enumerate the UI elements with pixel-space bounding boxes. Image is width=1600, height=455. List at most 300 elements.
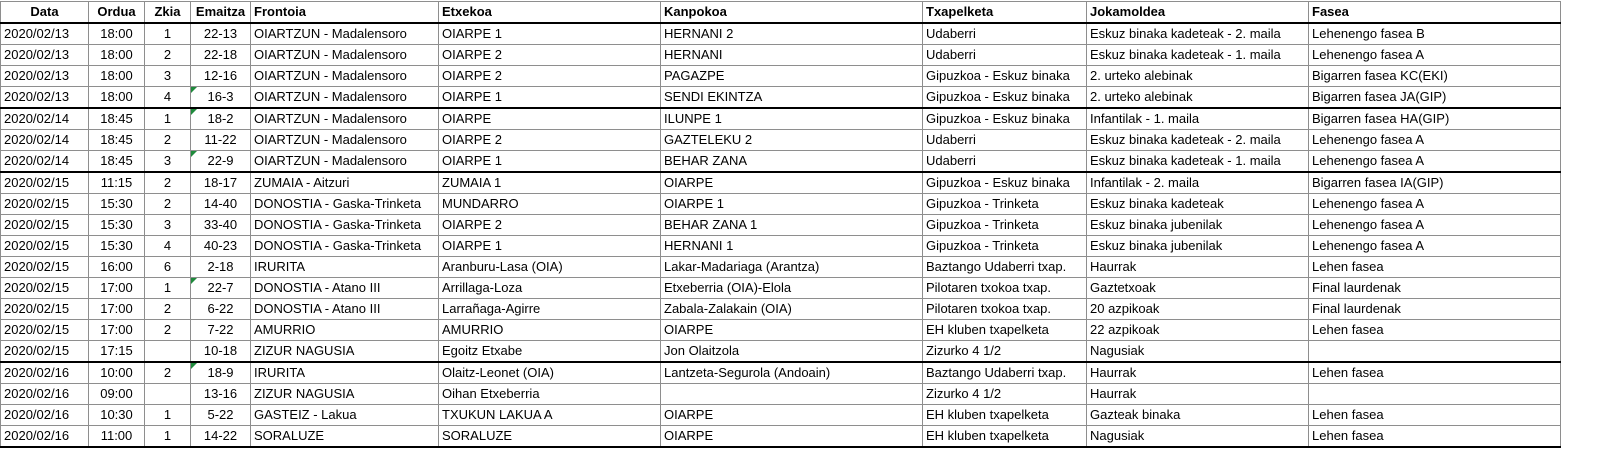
cell-text: 2020/02/13 <box>4 68 70 83</box>
table-row <box>1 45 1561 66</box>
cell-venue[interactable] <box>251 108 439 130</box>
cell-number[interactable] <box>145 87 191 109</box>
cell-text: 22-13 <box>203 26 238 41</box>
cell-date[interactable] <box>1 278 89 299</box>
cell-text: Zizurko 4 1/2 <box>926 386 1002 401</box>
column-header-time[interactable]: Ordua <box>89 2 145 24</box>
cell-text: Arrillaga-Loza <box>442 280 523 295</box>
cell-score[interactable] <box>191 320 251 341</box>
cell-text: 18:45 <box>100 132 133 147</box>
cell-text: 14-22 <box>203 428 238 443</box>
cell-text: ZUMAIA 1 <box>442 175 502 190</box>
cell-championship[interactable] <box>923 130 1087 151</box>
cell-venue[interactable] <box>251 426 439 448</box>
cell-date[interactable] <box>1 320 89 341</box>
cell-score[interactable] <box>191 278 251 299</box>
cell-text: Lehenengo fasea B <box>1312 26 1425 41</box>
table-row <box>1 130 1561 151</box>
cell-text: 18:00 <box>100 68 133 83</box>
cell-text: 22-7 <box>207 280 234 295</box>
cell-date[interactable] <box>1 151 89 173</box>
cell-category[interactable] <box>1087 172 1309 194</box>
cell-away[interactable] <box>661 299 923 320</box>
cell-number[interactable] <box>145 405 191 426</box>
cell-text: 11-22 <box>204 132 237 147</box>
cell-phase[interactable] <box>1309 362 1561 384</box>
cell-home[interactable] <box>439 341 661 363</box>
cell-away[interactable] <box>661 194 923 215</box>
cell-text: Pilotaren txokoa txap. <box>926 280 1052 295</box>
cell-away[interactable] <box>661 341 923 363</box>
cell-text: Egoitz Etxabe <box>442 343 523 358</box>
cell-championship[interactable] <box>923 362 1087 384</box>
cell-phase[interactable] <box>1309 320 1561 341</box>
cell-number[interactable] <box>145 426 191 448</box>
cell-text: 17:15 <box>100 343 133 358</box>
cell-score[interactable] <box>191 45 251 66</box>
cell-category[interactable] <box>1087 278 1309 299</box>
cell-score[interactable] <box>191 172 251 194</box>
cell-home[interactable] <box>439 320 661 341</box>
cell-championship[interactable] <box>923 236 1087 257</box>
cell-championship[interactable] <box>923 151 1087 173</box>
cell-text: Oihan Etxeberria <box>442 386 540 401</box>
cell-home[interactable] <box>439 23 661 45</box>
cell-category[interactable] <box>1087 66 1309 87</box>
cell-phase[interactable] <box>1309 66 1561 87</box>
cell-phase[interactable] <box>1309 278 1561 299</box>
cell-text: Eskuz binaka jubenilak <box>1090 238 1223 253</box>
cell-score[interactable] <box>191 236 251 257</box>
cell-away[interactable] <box>661 172 923 194</box>
cell-championship[interactable] <box>923 405 1087 426</box>
cell-text: 6 <box>163 259 172 274</box>
cell-text: 2020/02/14 <box>4 153 70 168</box>
cell-text: ZIZUR NAGUSIA <box>254 386 355 401</box>
cell-time[interactable] <box>89 87 145 109</box>
cell-text: 2. urteko alebinak <box>1090 68 1193 83</box>
cell-venue[interactable] <box>251 257 439 278</box>
cell-venue[interactable] <box>251 151 439 173</box>
cell-text: OIARPE <box>664 322 714 337</box>
cell-text: OIARPE 2 <box>442 47 502 62</box>
cell-text: 2020/02/13 <box>4 26 70 41</box>
cell-category[interactable] <box>1087 405 1309 426</box>
cell-phase[interactable] <box>1309 172 1561 194</box>
cell-phase[interactable] <box>1309 236 1561 257</box>
cell-text: Lehenengo fasea A <box>1312 238 1425 253</box>
cell-text: Eskuz binaka kadeteak - 1. maila <box>1090 153 1281 168</box>
cell-category[interactable] <box>1087 108 1309 130</box>
cell-championship[interactable] <box>923 108 1087 130</box>
cell-score[interactable] <box>191 151 251 173</box>
cell-text: 2020/02/15 <box>4 343 70 358</box>
cell-score[interactable] <box>191 405 251 426</box>
cell-venue[interactable] <box>251 236 439 257</box>
cell-away[interactable] <box>661 320 923 341</box>
cell-score[interactable] <box>191 426 251 448</box>
cell-category[interactable] <box>1087 23 1309 45</box>
cell-category[interactable] <box>1087 87 1309 109</box>
cell-text: OIARTZUN - Madalensoro <box>254 153 407 168</box>
cell-date[interactable] <box>1 236 89 257</box>
column-header-home[interactable]: Etxekoa <box>439 2 661 24</box>
cell-venue[interactable] <box>251 130 439 151</box>
cell-venue[interactable] <box>251 341 439 363</box>
cell-score[interactable] <box>191 362 251 384</box>
cell-time[interactable] <box>89 426 145 448</box>
cell-time[interactable] <box>89 45 145 66</box>
cell-category[interactable] <box>1087 341 1309 363</box>
cell-number[interactable] <box>145 278 191 299</box>
cell-category[interactable] <box>1087 362 1309 384</box>
cell-text: ILUNPE 1 <box>664 111 722 126</box>
cell-phase[interactable] <box>1309 23 1561 45</box>
cell-phase[interactable] <box>1309 108 1561 130</box>
cell-championship[interactable] <box>923 341 1087 363</box>
cell-time[interactable] <box>89 341 145 363</box>
cell-score[interactable] <box>191 194 251 215</box>
cell-home[interactable] <box>439 194 661 215</box>
cell-date[interactable] <box>1 257 89 278</box>
cell-time[interactable] <box>89 384 145 405</box>
cell-home[interactable] <box>439 278 661 299</box>
cell-venue[interactable] <box>251 66 439 87</box>
cell-phase[interactable] <box>1309 45 1561 66</box>
cell-home[interactable] <box>439 236 661 257</box>
cell-away[interactable] <box>661 130 923 151</box>
cell-championship[interactable] <box>923 426 1087 448</box>
cell-away[interactable] <box>661 384 923 405</box>
cell-text: Aranburu-Lasa (OIA) <box>442 259 563 274</box>
cell-text: Eskuz binaka kadeteak - 1. maila <box>1090 47 1281 62</box>
cell-championship[interactable] <box>923 172 1087 194</box>
cell-time[interactable] <box>89 172 145 194</box>
cell-time[interactable] <box>89 299 145 320</box>
table-row <box>1 405 1561 426</box>
cell-text: 22 azpikoak <box>1090 322 1160 337</box>
cell-championship[interactable] <box>923 299 1087 320</box>
cell-text: OIARPE 1 <box>442 26 502 41</box>
cell-venue[interactable] <box>251 320 439 341</box>
cell-date[interactable] <box>1 426 89 448</box>
cell-time[interactable] <box>89 194 145 215</box>
cell-category[interactable] <box>1087 194 1309 215</box>
cell-phase[interactable] <box>1309 405 1561 426</box>
cell-date[interactable] <box>1 66 89 87</box>
column-header-date[interactable]: Data <box>1 2 89 24</box>
cell-phase[interactable] <box>1309 87 1561 109</box>
table-row <box>1 426 1561 448</box>
cell-date[interactable] <box>1 194 89 215</box>
cell-text: 2020/02/16 <box>4 428 70 443</box>
cell-time[interactable] <box>89 320 145 341</box>
cell-away[interactable] <box>661 45 923 66</box>
cell-venue[interactable] <box>251 23 439 45</box>
cell-championship[interactable] <box>923 257 1087 278</box>
cell-number[interactable] <box>145 172 191 194</box>
cell-category[interactable] <box>1087 384 1309 405</box>
cell-text: OIARTZUN - Madalensoro <box>254 68 407 83</box>
cell-score[interactable] <box>191 23 251 45</box>
table-row <box>1 87 1561 109</box>
cell-away[interactable] <box>661 257 923 278</box>
cell-text: 16-3 <box>207 89 234 104</box>
cell-category[interactable] <box>1087 215 1309 236</box>
cell-championship[interactable] <box>923 45 1087 66</box>
cell-number[interactable] <box>145 23 191 45</box>
cell-number[interactable] <box>145 257 191 278</box>
cell-time[interactable] <box>89 278 145 299</box>
cell-time[interactable] <box>89 23 145 45</box>
cell-time[interactable] <box>89 151 145 173</box>
cell-championship[interactable] <box>923 87 1087 109</box>
cell-category[interactable] <box>1087 320 1309 341</box>
cell-text: Eskuz binaka jubenilak <box>1090 217 1223 232</box>
cell-text: SORALUZE <box>254 428 325 443</box>
cell-home[interactable] <box>439 362 661 384</box>
cell-score[interactable] <box>191 299 251 320</box>
cell-number[interactable] <box>145 108 191 130</box>
cell-text: HERNANI 1 <box>664 238 734 253</box>
cell-number[interactable] <box>145 320 191 341</box>
column-header-championship[interactable]: Txapelketa <box>923 2 1087 24</box>
cell-text: BEHAR ZANA 1 <box>664 217 758 232</box>
cell-text: 18:00 <box>100 47 133 62</box>
comment-indicator-icon <box>191 278 197 284</box>
cell-date[interactable] <box>1 384 89 405</box>
cell-away[interactable] <box>661 66 923 87</box>
cell-date[interactable] <box>1 45 89 66</box>
cell-text: Haurrak <box>1090 386 1137 401</box>
cell-away[interactable] <box>661 87 923 109</box>
cell-away[interactable] <box>661 215 923 236</box>
cell-score[interactable] <box>191 257 251 278</box>
cell-away[interactable] <box>661 405 923 426</box>
cell-score[interactable] <box>191 215 251 236</box>
cell-venue[interactable] <box>251 194 439 215</box>
cell-score[interactable] <box>191 384 251 405</box>
cell-phase[interactable] <box>1309 194 1561 215</box>
cell-text: 18-17 <box>203 175 238 190</box>
cell-phase[interactable] <box>1309 215 1561 236</box>
cell-number[interactable] <box>145 45 191 66</box>
cell-venue[interactable] <box>251 215 439 236</box>
cell-date[interactable] <box>1 108 89 130</box>
cell-text: 7-22 <box>207 322 234 337</box>
cell-championship[interactable] <box>923 320 1087 341</box>
cell-time[interactable] <box>89 236 145 257</box>
cell-text: 1 <box>163 26 172 41</box>
cell-home[interactable] <box>439 108 661 130</box>
cell-text: MUNDARRO <box>442 196 519 211</box>
cell-time[interactable] <box>89 362 145 384</box>
cell-venue[interactable] <box>251 384 439 405</box>
cell-number[interactable] <box>145 362 191 384</box>
cell-text: ZUMAIA - Aitzuri <box>254 175 350 190</box>
cell-phase[interactable] <box>1309 426 1561 448</box>
cell-number[interactable] <box>145 341 191 363</box>
cell-text: 16:00 <box>100 259 133 274</box>
column-header-score[interactable]: Emaitza <box>191 2 251 24</box>
cell-away[interactable] <box>661 151 923 173</box>
table-row <box>1 108 1561 130</box>
cell-category[interactable] <box>1087 426 1309 448</box>
cell-date[interactable] <box>1 87 89 109</box>
cell-category[interactable] <box>1087 151 1309 173</box>
cell-text: 2 <box>163 47 172 62</box>
table-row <box>1 341 1561 363</box>
cell-venue[interactable] <box>251 278 439 299</box>
column-header-away[interactable]: Kanpokoa <box>661 2 923 24</box>
cell-text: 17:00 <box>100 280 133 295</box>
cell-score[interactable] <box>191 108 251 130</box>
cell-venue[interactable] <box>251 45 439 66</box>
cell-championship[interactable] <box>923 278 1087 299</box>
cell-championship[interactable] <box>923 215 1087 236</box>
cell-text: 2 <box>163 175 172 190</box>
cell-home[interactable] <box>439 299 661 320</box>
cell-time[interactable] <box>89 66 145 87</box>
cell-score[interactable] <box>191 341 251 363</box>
cell-text: 2020/02/15 <box>4 301 70 316</box>
cell-home[interactable] <box>439 172 661 194</box>
cell-text: Final laurdenak <box>1312 301 1401 316</box>
cell-date[interactable] <box>1 130 89 151</box>
cell-phase[interactable] <box>1309 151 1561 173</box>
cell-number[interactable] <box>145 151 191 173</box>
cell-text: Gipuzkoa - Trinketa <box>926 238 1039 253</box>
column-header-number[interactable]: Zkia <box>145 2 191 24</box>
cell-text: Jon Olaitzola <box>664 343 740 358</box>
cell-home[interactable] <box>439 426 661 448</box>
cell-home[interactable] <box>439 215 661 236</box>
cell-date[interactable] <box>1 341 89 363</box>
cell-text: 2. urteko alebinak <box>1090 89 1193 104</box>
cell-text: Lehen fasea <box>1312 322 1384 337</box>
cell-date[interactable] <box>1 362 89 384</box>
cell-number[interactable] <box>145 299 191 320</box>
cell-championship[interactable] <box>923 384 1087 405</box>
column-header-venue[interactable]: Frontoia <box>251 2 439 24</box>
cell-phase[interactable] <box>1309 257 1561 278</box>
cell-championship[interactable] <box>923 23 1087 45</box>
cell-text: OIARTZUN - Madalensoro <box>254 89 407 104</box>
table-row <box>1 194 1561 215</box>
cell-text: Eskuz binaka kadeteak - 2. maila <box>1090 26 1281 41</box>
cell-time[interactable] <box>89 130 145 151</box>
cell-category[interactable] <box>1087 236 1309 257</box>
cell-text: Baztango Udaberri txap. <box>926 365 1067 380</box>
cell-text: DONOSTIA - Atano III <box>254 280 381 295</box>
cell-text: SORALUZE <box>442 428 513 443</box>
cell-championship[interactable] <box>923 194 1087 215</box>
cell-number[interactable] <box>145 236 191 257</box>
cell-number[interactable] <box>145 384 191 405</box>
cell-text: OIARTZUN - Madalensoro <box>254 111 407 126</box>
cell-date[interactable] <box>1 172 89 194</box>
cell-phase[interactable] <box>1309 299 1561 320</box>
cell-away[interactable] <box>661 23 923 45</box>
cell-time[interactable] <box>89 257 145 278</box>
cell-category[interactable] <box>1087 130 1309 151</box>
cell-text: 18-2 <box>207 111 234 126</box>
cell-date[interactable] <box>1 23 89 45</box>
cell-score[interactable] <box>191 87 251 109</box>
cell-phase[interactable] <box>1309 384 1561 405</box>
cell-home[interactable] <box>439 405 661 426</box>
cell-text: Lehenengo fasea A <box>1312 47 1425 62</box>
cell-number[interactable] <box>145 215 191 236</box>
cell-text: 18:00 <box>100 89 133 104</box>
cell-venue[interactable] <box>251 362 439 384</box>
cell-away[interactable] <box>661 426 923 448</box>
cell-number[interactable] <box>145 194 191 215</box>
cell-date[interactable] <box>1 405 89 426</box>
cell-championship[interactable] <box>923 66 1087 87</box>
cell-text: Gipuzkoa - Eskuz binaka <box>926 111 1070 126</box>
cell-venue[interactable] <box>251 405 439 426</box>
cell-text: Larrañaga-Agirre <box>442 301 541 316</box>
cell-home[interactable] <box>439 130 661 151</box>
cell-text: AMURRIO <box>254 322 316 337</box>
table-row <box>1 23 1561 45</box>
cell-date[interactable] <box>1 215 89 236</box>
cell-venue[interactable] <box>251 299 439 320</box>
cell-venue[interactable] <box>251 172 439 194</box>
cell-text: 5-22 <box>207 407 234 422</box>
cell-number[interactable] <box>145 66 191 87</box>
comment-indicator-icon <box>191 87 197 93</box>
cell-home[interactable] <box>439 45 661 66</box>
cell-text: ZIZUR NAGUSIA <box>254 343 355 358</box>
cell-venue[interactable] <box>251 87 439 109</box>
cell-home[interactable] <box>439 66 661 87</box>
cell-text: GASTEIZ - Lakua <box>254 407 357 422</box>
cell-score[interactable] <box>191 130 251 151</box>
cell-category[interactable] <box>1087 45 1309 66</box>
cell-text: TXUKUN LAKUA A <box>442 407 553 422</box>
cell-phase[interactable] <box>1309 130 1561 151</box>
cell-date[interactable] <box>1 299 89 320</box>
cell-score[interactable] <box>191 66 251 87</box>
cell-phase[interactable] <box>1309 341 1561 363</box>
cell-home[interactable] <box>439 151 661 173</box>
cell-time[interactable] <box>89 405 145 426</box>
cell-category[interactable] <box>1087 299 1309 320</box>
cell-text: Gaztetxoak <box>1090 280 1156 295</box>
cell-text: Zizurko 4 1/2 <box>926 343 1002 358</box>
table-row <box>1 236 1561 257</box>
cell-number[interactable] <box>145 130 191 151</box>
cell-text: 3 <box>163 217 172 232</box>
cell-time[interactable] <box>89 108 145 130</box>
cell-home[interactable] <box>439 384 661 405</box>
cell-away[interactable] <box>661 108 923 130</box>
cell-home[interactable] <box>439 87 661 109</box>
cell-home[interactable] <box>439 257 661 278</box>
cell-text: 15:30 <box>100 217 133 232</box>
cell-category[interactable] <box>1087 257 1309 278</box>
cell-away[interactable] <box>661 278 923 299</box>
cell-time[interactable] <box>89 215 145 236</box>
cell-away[interactable] <box>661 236 923 257</box>
column-header-category[interactable]: Jokamoldea <box>1087 2 1309 24</box>
column-header-phase[interactable]: Fasea <box>1309 2 1561 24</box>
cell-text: Gipuzkoa - Trinketa <box>926 217 1039 232</box>
cell-away[interactable] <box>661 362 923 384</box>
cell-text: Pilotaren txokoa txap. <box>926 301 1052 316</box>
